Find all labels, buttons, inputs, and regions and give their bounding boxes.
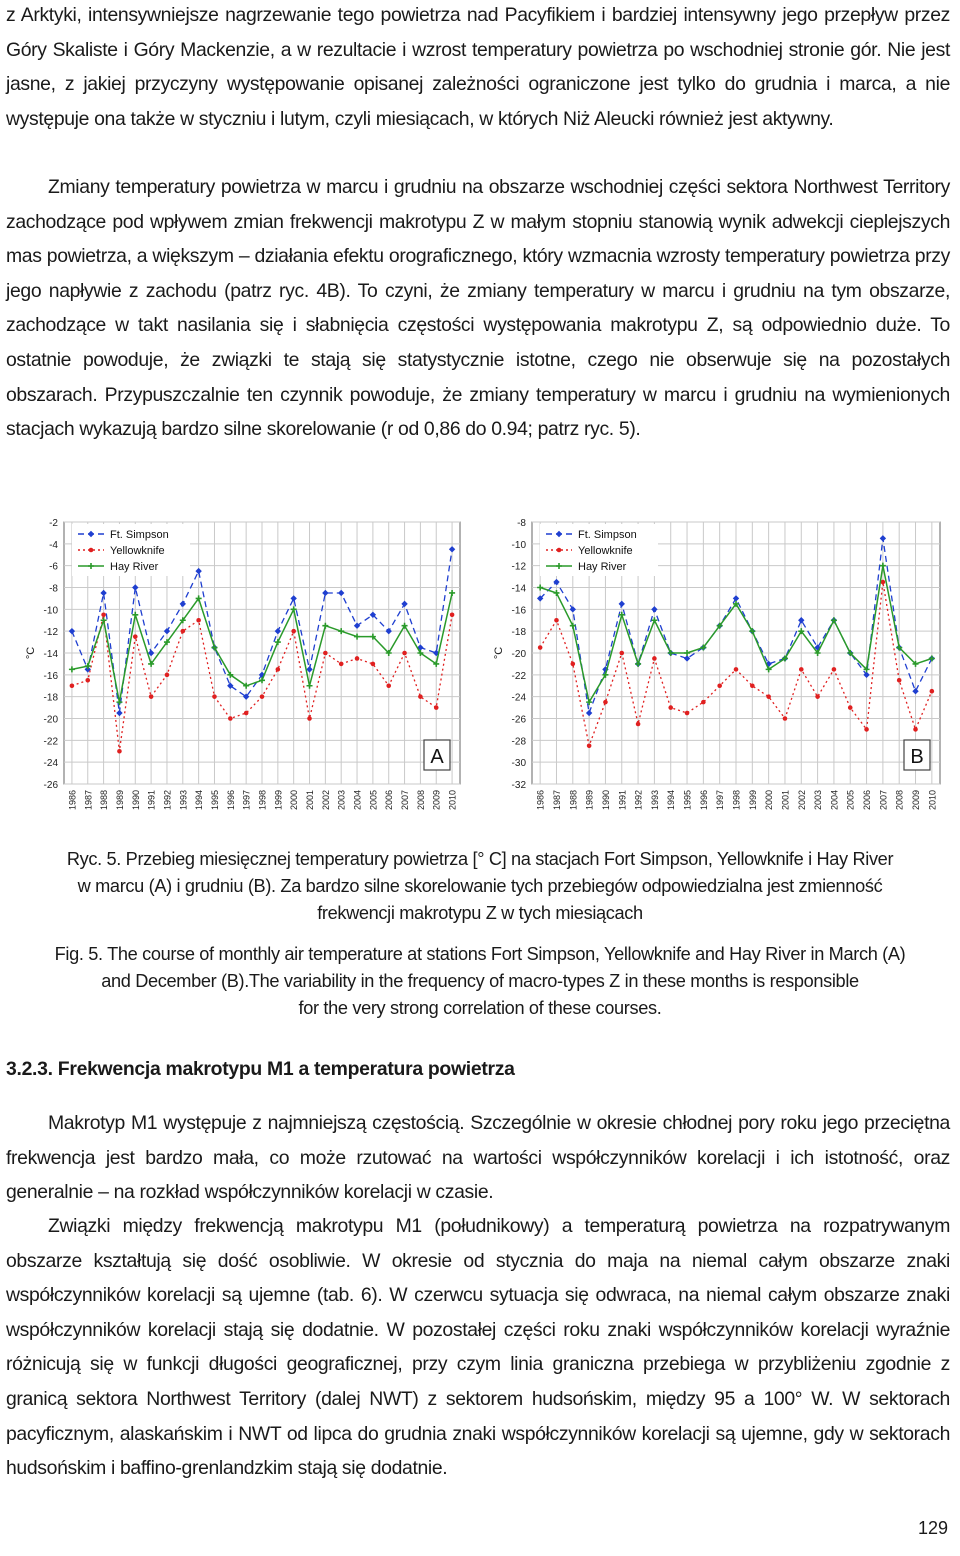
data-point (355, 656, 360, 661)
chart-a-march (22, 518, 470, 818)
caption-pl-line2: w marcu (A) i grudniu (B). Za bardzo silne skorelowanie tych przebiegów odpowiedzialna jest zmienność (77, 875, 883, 896)
x-tick-label: 2007 (878, 790, 889, 811)
x-tick-label: 1989 (114, 790, 125, 811)
x-tick-label: 1994 (194, 790, 205, 811)
y-tick-label: -26 (511, 714, 526, 726)
y-tick-label: -12 (43, 627, 58, 639)
data-point (70, 683, 75, 688)
data-point (685, 711, 690, 716)
x-tick-label: 2008 (415, 790, 426, 811)
data-point (181, 629, 186, 634)
data-point (291, 629, 296, 634)
x-tick-label: 2000 (764, 790, 775, 811)
x-tick-label: 2009 (911, 790, 922, 811)
legend-label: Ft. Simpson (110, 529, 169, 541)
legend-label: Ft. Simpson (578, 529, 637, 541)
x-tick-label: 1986 (67, 790, 78, 811)
caption-english (6, 941, 954, 1021)
y-tick-label: -22 (511, 670, 526, 682)
x-tick-label: 2003 (336, 790, 347, 811)
x-tick-label: 1992 (633, 790, 644, 811)
paragraph-continuation: z Arktyki, intensywniejsze nagrzewanie tego powietrza nad Pacyfikiem i bardziej intensywny jego przepływ przez Góry Skaliste i Góry Mackenzie, a w rezultacie i wzrost temperatury powietrza po wschodniej stronie gór. Nie jest jasne, z jakiej przyczyny występowanie opisanej zależności ograniczone jest tylko do grudnia i marca, a nie występuje ona także w styczniu i lutym, czyli miesiącach, w których Niż Aleucki również jest aktywny. (6, 4, 950, 130)
data-point (434, 705, 439, 710)
x-tick-label: 2004 (829, 790, 840, 811)
y-tick-label: -10 (511, 539, 526, 551)
data-point (85, 678, 90, 683)
data-point (450, 612, 455, 617)
y-tick-label: -20 (511, 649, 526, 660)
y-tick-label: -28 (511, 736, 526, 748)
y-tick-label: -24 (511, 692, 526, 704)
data-point (571, 662, 576, 667)
data-point (101, 612, 106, 617)
data-point (228, 716, 233, 721)
data-point (323, 651, 328, 656)
data-point (848, 705, 853, 710)
y-tick-label: -32 (511, 780, 526, 791)
x-tick-label: 1987 (551, 790, 562, 811)
y-tick-label: -30 (511, 758, 526, 770)
x-tick-label: 1996 (698, 790, 709, 811)
y-tick-label: -16 (43, 670, 58, 682)
data-point (897, 678, 902, 683)
x-tick-label: 1990 (600, 790, 611, 811)
data-point (913, 727, 918, 732)
data-point (371, 662, 376, 667)
x-tick-label: 1993 (649, 790, 660, 811)
x-tick-label: 2000 (289, 790, 300, 811)
x-tick-label: 2001 (305, 790, 316, 811)
data-point (619, 651, 624, 656)
y-tick-label: -14 (511, 583, 526, 595)
data-point (734, 667, 739, 672)
data-point (538, 645, 543, 650)
x-tick-label: 2003 (813, 790, 824, 811)
x-tick-label: 2010 (447, 790, 458, 811)
data-point (244, 711, 249, 716)
y-tick-label: -24 (43, 758, 58, 770)
data-point (864, 727, 869, 732)
panel-label: A (430, 746, 444, 768)
data-point (212, 694, 217, 699)
y-tick-label: -18 (511, 627, 526, 639)
legend-marker (89, 548, 94, 553)
panel-label: B (910, 746, 924, 768)
x-tick-label: 2002 (796, 790, 807, 811)
data-point (815, 694, 820, 699)
x-tick-label: 1995 (209, 790, 220, 811)
data-point (799, 667, 804, 672)
data-point (276, 667, 281, 672)
x-tick-label: 1994 (666, 790, 677, 811)
data-point (930, 689, 935, 694)
x-tick-label: 2002 (320, 790, 331, 811)
section-heading: 3.2.3. Frekwencja makrotypu M1 a temperatura powietrza (6, 1058, 515, 1080)
data-point (418, 694, 423, 699)
x-tick-label: 1999 (747, 790, 758, 811)
y-tick-label: -16 (511, 605, 526, 617)
paragraph-m1-relations: Związki między frekwencją makrotypu M1 (południkowy) a temperaturą powietrza na rozpatrywanym obszarze kształtują się dość osobliwie. W okresie od stycznia do maja na niemal całym obszarze znaki współczynników korelacji są ujemne (tab. 6). W czerwcu sytuacja się odwraca, na niemal całym obszarze znaki współczynników korelacji stają się dodatnie. W pozostałej części roku znaki współczynników korelacji wyraźnie różnicują się w funkcji długości geograficznej, przy czym linia graniczna przebiega w przybliżeniu zgodnie z granicą sektora Northwest Territory (dalej NWT) z sektorem hudsońskim, między 95 a 100° W. W sektorach pacyficznym, alaskańskim i NWT od lipca do grudnia znaki współczynników korelacji są ujemne, gdy w sektorach hudsońskim i baffino-grenlandzkim stają się dodatnie. (6, 1215, 950, 1480)
paragraph-m1-intro: Makrotyp M1 występuje z najmniejszą częstością. Szczególnie w okresie chłodnej pory roku jego przeciętna frekwencja jest bardzo mała, co może rzutować na wartości współczynników korelacji i ich istotność, oraz generalnie – na rozkład współczynników korelacji w czasie. (6, 1112, 950, 1204)
x-tick-label: 2006 (384, 790, 395, 811)
data-point (165, 673, 170, 678)
y-tick-label: -14 (43, 649, 58, 660)
x-tick-label: 1996 (225, 790, 236, 811)
x-tick-label: 1993 (178, 790, 189, 811)
y-tick-label: -8 (517, 518, 526, 529)
x-tick-label: 1998 (731, 790, 742, 811)
x-tick-label: 1991 (146, 790, 157, 811)
data-point (307, 716, 312, 721)
caption-pl-line3: frekwencji makrotypu Z w tych miesiącach (317, 902, 643, 923)
y-tick-label: -8 (49, 583, 58, 595)
data-point (652, 656, 657, 661)
y-tick-label: -26 (43, 780, 58, 791)
y-tick-label: -4 (49, 539, 58, 551)
y-axis-label: °C (25, 646, 37, 660)
y-tick-label: -22 (43, 736, 58, 748)
data-point (701, 700, 706, 705)
data-point (636, 722, 641, 727)
x-tick-label: 2009 (431, 790, 442, 811)
x-tick-label: 1997 (241, 790, 252, 811)
x-tick-label: 1991 (617, 790, 628, 811)
caption-en-line1: Fig. 5. The course of monthly air temperature at stations Fort Simpson, Yellowknife and Hay River in March (A) (54, 944, 906, 964)
x-tick-label: 1995 (682, 790, 693, 811)
page-number: 129 (917, 1518, 948, 1538)
x-tick-label: 2005 (845, 790, 856, 811)
y-tick-label: -18 (43, 692, 58, 704)
x-tick-label: 2010 (927, 790, 938, 811)
data-point (260, 694, 265, 699)
y-tick-label: -6 (49, 561, 58, 573)
caption-polish (6, 846, 954, 926)
paragraph-zmiany: Zmiany temperatury powietrza w marcu i grudniu na obszarze wschodniej części sektora Northwest Territory zachodzące pod wpływem zmian frekwencji makrotypu Z w małym stopniu stanowią wynik adwekcji cieplejszych mas powietrza, a większym – działania efektu orograficznego, który wzmacnia wzrosty temperatury powietrza przy jego napływie z zachodu (patrz ryc. 4B). To czyni, że zmiany temperatury w marcu i grudniu na tym obszarze, zachodzące w takt nasilania się i słabnięcia częstości występowania makrotypu Z, są odpowiednio duże. To ostatnie powoduje, że związki te stają się statystycznie istotne, czego nie obserwuje się na pozostałych obszarach. Przypuszczalnie ten czynnik powoduje, że zmiany temperatury w marcu i grudniu na wymienionych stacjach wykazują bardzo silne skorelowanie (r od 0,86 do 0.94; patrz ryc. 5). (6, 176, 950, 441)
data-point (603, 700, 608, 705)
x-tick-label: 1997 (715, 790, 726, 811)
caption-en-line2: and December (B).The variability in the frequency of macro-types Z in these months is responsible (101, 970, 859, 991)
y-tick-label: -10 (43, 605, 58, 617)
x-tick-label: 2008 (894, 790, 905, 811)
legend-label: Hay River (578, 561, 627, 573)
x-tick-label: 1990 (130, 790, 141, 811)
y-tick-label: -2 (49, 518, 58, 529)
y-axis-label: °C (493, 646, 505, 660)
data-point (554, 618, 559, 623)
x-tick-label: 2001 (780, 790, 791, 811)
x-tick-label: 1992 (162, 790, 173, 811)
x-tick-label: 2005 (368, 790, 379, 811)
data-point (832, 667, 837, 672)
data-point (783, 716, 788, 721)
x-tick-label: 2007 (400, 790, 411, 811)
data-point (386, 683, 391, 688)
data-point (750, 683, 755, 688)
x-tick-label: 2006 (862, 790, 873, 811)
data-point (717, 683, 722, 688)
data-point (766, 694, 771, 699)
y-tick-label: -12 (511, 561, 526, 573)
data-point (587, 743, 592, 748)
x-tick-label: 1999 (273, 790, 284, 811)
data-point (196, 618, 201, 623)
data-point (402, 651, 407, 656)
x-tick-label: 1988 (568, 790, 579, 811)
caption-pl-line1: Ryc. 5. Przebieg miesięcznej temperatury powietrza [° C] na stacjach Fort Simpson, Yellowknife i Hay River (66, 849, 894, 869)
data-point (117, 749, 122, 754)
y-tick-label: -20 (43, 714, 58, 726)
data-point (668, 705, 673, 710)
x-tick-label: 1988 (99, 790, 110, 811)
legend-label: Yellowknife (110, 545, 165, 557)
figure-5 (0, 518, 960, 818)
legend-marker (557, 548, 562, 553)
x-tick-label: 1998 (257, 790, 268, 811)
data-point (149, 694, 154, 699)
x-tick-label: 1989 (584, 790, 595, 811)
legend-label: Hay River (110, 561, 159, 573)
legend-label: Yellowknife (578, 545, 633, 557)
data-point (133, 634, 138, 639)
x-tick-label: 1986 (535, 790, 546, 811)
chart-b-december (490, 518, 950, 818)
x-tick-label: 1987 (83, 790, 94, 811)
caption-en-line3: for the very strong correlation of these courses. (298, 997, 662, 1018)
data-point (339, 662, 344, 667)
x-tick-label: 2004 (352, 790, 363, 811)
